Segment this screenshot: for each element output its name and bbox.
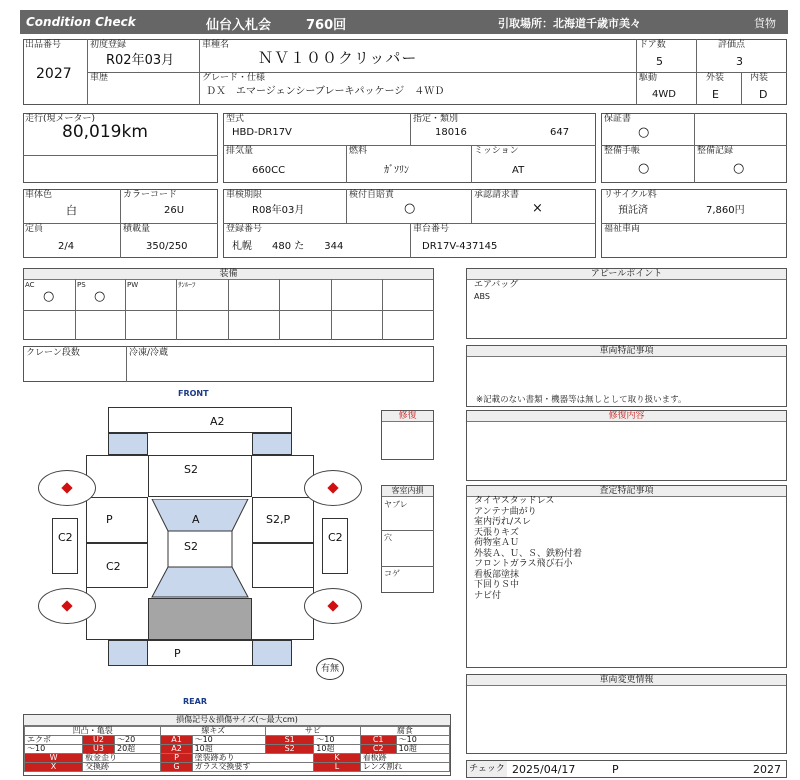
legend-cell: 20超 [115, 745, 161, 754]
tire-rear-right [304, 588, 362, 624]
assessment-line: フロントガラス飛び石小 [474, 559, 573, 569]
legend-title: 損傷記号＆損傷サイズ(～最大cm) [24, 715, 450, 726]
appeal-line-2: ABS [474, 292, 490, 301]
special-title: 車両特記事項 [467, 346, 786, 357]
legend-cell: ～20 [115, 736, 161, 745]
front-bumper [108, 407, 292, 433]
legend-code: S1 [266, 736, 314, 745]
tire-mark [327, 482, 338, 493]
crane-label: クレーン段数 [26, 348, 80, 358]
legend-cell: 塗装跡あり [192, 754, 314, 763]
assessment-line: 荷物室ＡＵ [474, 538, 520, 548]
recycle-status: 預託済 [618, 205, 648, 216]
legend-group: 凹凸・亀裂 [25, 727, 161, 736]
door-count: 5 [656, 55, 663, 68]
reg-label: 初度登録 [90, 40, 127, 50]
exterior-grade: E [712, 88, 719, 101]
legend-cell: ～10 [25, 745, 83, 754]
interior-title: 客室内損 [382, 486, 433, 497]
recycle-amount: 7,860円 [706, 205, 745, 216]
legend-cell: ～10 [396, 736, 449, 745]
score: 3 [736, 55, 743, 68]
lot-number: 2027 [36, 66, 72, 82]
left-mirror-panel [52, 518, 78, 574]
legend-cell: 交換跡 [83, 763, 161, 772]
certificate-label: 検付自賠責 [349, 190, 395, 200]
legend-table [24, 726, 450, 772]
interior-item-tear: ヤブレ [384, 500, 408, 509]
appeal-line-1: エアバッグ [474, 280, 519, 290]
tire-mark [61, 482, 72, 493]
name-label: 車種名 [202, 40, 230, 50]
legend-code: W [25, 754, 83, 763]
fuel-type: ｶﾞｿﾘﾝ [384, 165, 409, 176]
tire-mark [61, 600, 72, 611]
legend-code: U2 [83, 736, 115, 745]
legend-code: U3 [83, 745, 115, 754]
check-date: 2025/04/17 [512, 763, 576, 776]
doors-label: ドア数 [639, 40, 666, 50]
rear-left-corner [108, 640, 148, 666]
legend-group: サビ [266, 727, 361, 736]
header-bar [20, 10, 788, 34]
change-box [466, 674, 787, 754]
color-code: 26U [164, 205, 185, 216]
check-label: チェック [467, 761, 507, 777]
load-label: 積載量 [123, 224, 151, 234]
chassis-label: 車台番号 [413, 224, 450, 234]
grade-spec: ＤＸ エマージェンシーブレーキパッケージ ４ＷＤ [206, 86, 445, 97]
hood-panel [148, 455, 252, 497]
front-label: FRONT [178, 389, 209, 398]
legend-code: S2 [266, 745, 314, 754]
lot-label: 出品番号 [25, 40, 62, 50]
drive-label: 駆動 [639, 73, 658, 83]
chassis-number: DR17V-437145 [422, 241, 498, 252]
rear-right-corner [252, 640, 292, 666]
legend-cell: 10超 [192, 745, 266, 754]
exterior-label: 外装 [706, 73, 725, 83]
equip-ac: AC [25, 281, 35, 289]
mark-hood: S2 [184, 463, 198, 476]
auction-name: 仙台入札会 [206, 18, 272, 33]
certificate-status: ○ [404, 201, 416, 216]
welfare-label: 福祉車両 [604, 224, 641, 234]
change-title: 車両変更情報 [467, 675, 786, 686]
warranty-label: 保証書 [604, 114, 632, 124]
mark-cabin: S2 [184, 540, 198, 553]
manual-label: 整備手帳 [604, 146, 641, 156]
front-right-corner [252, 433, 292, 455]
color-code-label: カラーコード [123, 190, 178, 200]
rear-label: REAR [183, 697, 207, 706]
color-label: 車体色 [25, 190, 53, 200]
equip-pw: PW [127, 281, 139, 289]
legend-code: P [161, 754, 192, 763]
check-grade: P [612, 763, 619, 776]
approval-label: 承認請求書 [474, 190, 520, 200]
legend-cell: 10超 [396, 745, 449, 754]
vehicle-category: 貨物 [754, 17, 776, 30]
transmission: AT [512, 165, 525, 176]
mark-right-side: C2 [328, 531, 343, 544]
interior-item-burn: コゲ [384, 569, 400, 578]
recycle-label: リサイクル料 [604, 190, 657, 200]
assessment-line: 室内汚れ/スレ [474, 517, 532, 527]
grade-label: グレード・仕様 [202, 73, 266, 83]
interior-item-hole: 穴 [384, 533, 392, 542]
pickup-location: 引取場所：北海道千歳市美々 [498, 17, 641, 30]
displacement: 660CC [252, 165, 286, 176]
assessment-line: ナビ付 [474, 590, 502, 601]
mileage-label: 走行(現メーター) [25, 114, 96, 124]
record-label: 整備記録 [697, 146, 734, 156]
assessment-line: 下回りＳ中 [474, 580, 520, 590]
right-rear-panel [252, 543, 314, 588]
legend-code: K [314, 754, 360, 763]
repair-title: 修復 [382, 411, 433, 422]
legend-code: C2 [360, 745, 396, 754]
fuel-label: 燃料 [349, 146, 368, 156]
assessment-line: 外装Ａ、Ｕ、Ｓ、鉄粉付着 [474, 548, 583, 559]
right-mirror-panel [322, 518, 348, 574]
approval-status: × [532, 201, 543, 216]
inspection-expiry: R08年03月 [252, 205, 305, 216]
legend-cell: レンズ割れ [360, 763, 449, 772]
legend-group: 腐食 [360, 727, 449, 736]
score-label: 評価点 [718, 40, 746, 50]
vehicle-name: ＮＶ１００クリッパー [258, 49, 418, 67]
legend-code: A2 [161, 745, 192, 754]
capacity-label: 定員 [25, 224, 44, 234]
legend-code: L [314, 763, 360, 772]
mark-right-door: S2,P [266, 513, 291, 526]
inspection-label: 車検期限 [226, 190, 263, 200]
repair-content-title: 修復内容 [467, 411, 786, 422]
record-status: ○ [733, 161, 745, 176]
designation-label: 指定・類別 [413, 114, 459, 124]
legend-code: X [25, 763, 83, 772]
legend-cell: ガラス交換要す [192, 763, 314, 772]
equip-ps: PS [77, 281, 86, 289]
mark-left-side: C2 [58, 531, 73, 544]
tire-mark [327, 600, 338, 611]
legend-cell: ～10 [314, 736, 360, 745]
cargo-bed [148, 598, 252, 640]
manual-status: ○ [638, 161, 650, 176]
first-registration: R02年03月 [106, 53, 175, 68]
load-capacity: 350/250 [146, 241, 188, 252]
legend-code: G [161, 763, 192, 772]
legend-cell: ～10 [192, 736, 266, 745]
assessment-line: タイヤスタッドレス [474, 496, 555, 506]
crane-box [23, 346, 434, 382]
interior-label: 内装 [750, 73, 769, 83]
plate-label: 登録番号 [226, 224, 263, 234]
category-number: 647 [550, 127, 570, 138]
history-label: 車歴 [90, 73, 109, 83]
interior-grade: D [759, 88, 768, 101]
assessment-line: 天張りキズ [474, 527, 519, 538]
mark-left-rear: C2 [106, 560, 121, 573]
tire-front-right [304, 470, 362, 506]
cabin-shape [150, 499, 250, 599]
legend-cell: エクボ [25, 736, 83, 745]
assessment-line: 看板部塗抹 [474, 569, 520, 580]
drive-type: 4WD [652, 89, 676, 100]
mark-back: P [174, 647, 181, 660]
special-note: ※記載のない書類・機器等は無しとして取り扱います。 [476, 395, 687, 405]
front-left-corner [108, 433, 148, 455]
legend-group: 線キズ [161, 727, 266, 736]
model-code: HBD-DR17V [232, 127, 292, 138]
assessment-line: アンテナ曲がり [474, 506, 537, 517]
appeal-title: アピールポイント [467, 269, 786, 280]
plate-number: 札幌 480 た 344 [232, 241, 344, 252]
equip-ps-check: ○ [94, 289, 106, 304]
yes-no-toggle: 有無 [316, 658, 344, 680]
assessment-lines [474, 496, 582, 601]
displacement-label: 排気量 [226, 146, 254, 156]
capacity: 2/4 [58, 241, 75, 252]
left-front-door [86, 497, 148, 543]
warranty-status: ○ [638, 125, 650, 140]
mission-label: ミッション [474, 146, 519, 156]
equipment-title: 装備 [24, 269, 433, 280]
model-label: 型式 [226, 114, 245, 124]
legend-cell: 看板跡 [360, 754, 449, 763]
mark-bumper: A2 [210, 415, 225, 428]
assessment-title: 査定特記事項 [467, 486, 786, 497]
tire-rear-left [38, 588, 96, 624]
legend-code: C1 [360, 736, 396, 745]
mileage: 80,019km [62, 122, 148, 142]
body-color: 白 [66, 204, 77, 217]
tire-front-left [38, 470, 96, 506]
designation-number: 18016 [435, 127, 467, 138]
mark-roof: A [192, 513, 200, 526]
equip-sunroof: ｻﾝﾙｰﾌ [178, 281, 196, 289]
legend-code: A1 [161, 736, 192, 745]
session-number: 760回 [306, 18, 347, 33]
check-lot: 2027 [753, 763, 781, 776]
freeze-label: 冷凍/冷蔵 [129, 348, 169, 358]
legend-cell: 10超 [314, 745, 360, 754]
legend-cell: 板金歪り [83, 754, 161, 763]
equip-ac-check: ○ [43, 289, 55, 304]
brand-title: Condition Check [26, 15, 136, 29]
mark-left-door: P [106, 513, 113, 526]
